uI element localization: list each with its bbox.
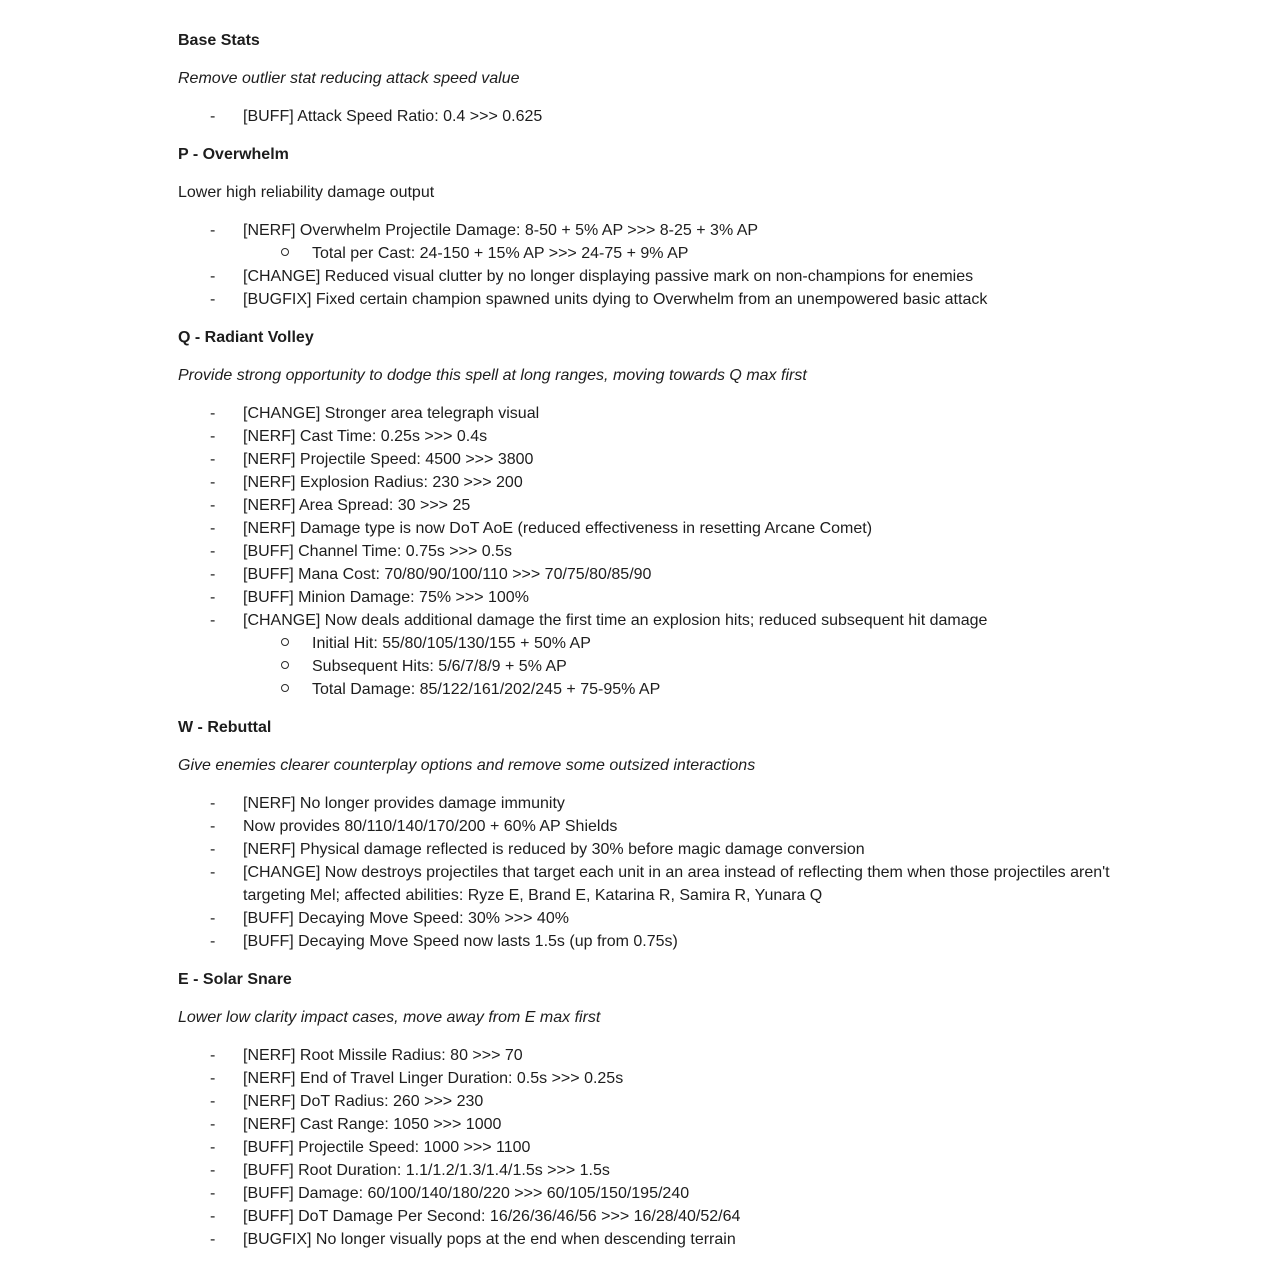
section-subtitle: Lower low clarity impact cases, move away from E max first [178, 1009, 601, 1026]
dash-bullet-icon: - [210, 428, 216, 445]
list-item-text: [NERF] Overwhelm Projectile Damage: 8-50 + 5% AP >>> 8-25 + 3% AP [243, 222, 759, 239]
section-p-overwhelm [178, 143, 1118, 311]
hollow-circle-glyph [281, 684, 289, 692]
list-item [178, 219, 1118, 242]
list-item [178, 1044, 1118, 1067]
dash-bullet-icon: - [210, 818, 216, 835]
section-base-stats [178, 29, 1118, 128]
list-item [178, 265, 1118, 288]
list-item-text: Total per Cast: 24-150 + 15% AP >>> 24-75 + 9% AP [312, 245, 689, 262]
list-item [178, 1205, 1118, 1228]
section-subtitle: Lower high reliability damage output [178, 184, 435, 201]
list-item-text: [NERF] Explosion Radius: 230 >>> 200 [243, 474, 523, 491]
list-item [178, 105, 1118, 128]
dash-bullet-icon: - [210, 1070, 216, 1087]
list-item [178, 792, 1118, 815]
circle-bullet-icon [281, 242, 312, 265]
list-item-text: Now provides 80/110/140/170/200 + 60% AP Shields [243, 818, 618, 835]
dash-bullet-icon: - [210, 268, 216, 285]
dash-bullet-icon: - [210, 497, 216, 514]
change-list [178, 792, 1118, 953]
section-heading: Base Stats [178, 32, 260, 49]
circle-bullet-icon [281, 678, 312, 701]
list-item [178, 425, 1118, 448]
list-item-text: [CHANGE] Stronger area telegraph visual [243, 405, 540, 422]
list-item [178, 838, 1118, 861]
list-item [178, 930, 1118, 953]
list-item-text: [NERF] Root Missile Radius: 80 >>> 70 [243, 1047, 523, 1064]
section-q-radiant-volley [178, 326, 1118, 701]
dash-bullet-icon: - [210, 1116, 216, 1133]
dash-bullet-icon: - [210, 933, 216, 950]
list-item [178, 540, 1118, 563]
list-item-text: [NERF] Damage type is now DoT AoE (reduced effectiveness in resetting Arcane Comet) [243, 520, 873, 537]
list-item [178, 288, 1118, 311]
dash-bullet-icon: - [210, 589, 216, 606]
list-item [178, 471, 1118, 494]
list-item-text: [NERF] Cast Time: 0.25s >>> 0.4s [243, 428, 488, 445]
list-item [178, 1090, 1118, 1113]
section-subtitle: Provide strong opportunity to dodge this spell at long ranges, moving towards Q max first [178, 367, 807, 384]
list-item [178, 861, 1118, 907]
list-item-text: [NERF] Physical damage reflected is reduced by 30% before magic damage conversion [243, 841, 865, 858]
list-item-text: [BUFF] Attack Speed Ratio: 0.4 >>> 0.625 [243, 108, 543, 125]
list-item [178, 448, 1118, 471]
dash-bullet-icon: - [210, 864, 216, 881]
change-list [178, 1044, 1118, 1251]
dash-bullet-icon: - [210, 474, 216, 491]
list-item-text: [CHANGE] Now deals additional damage the first time an explosion hits; reduced subsequent hit damage [243, 612, 988, 629]
dash-bullet-icon: - [210, 1231, 216, 1248]
change-list [178, 402, 1118, 701]
list-item-text: [CHANGE] Now destroys projectiles that target each unit in an area instead of reflecting them when those projectiles aren't targeting Mel; affected abilities: Ryze E, Brand E, Katarina R, Samira R, Yunara Q [243, 864, 1110, 904]
list-item-text: [BUGFIX] No longer visually pops at the end when descending terrain [243, 1231, 736, 1248]
section-e-solar-snare [178, 968, 1118, 1251]
list-item-text: Total Damage: 85/122/161/202/245 + 75-95% AP [312, 681, 661, 698]
list-item-text: [BUFF] Decaying Move Speed now lasts 1.5s (up from 0.75s) [243, 933, 678, 950]
list-item [178, 655, 1118, 678]
dash-bullet-icon: - [210, 291, 216, 308]
list-item-text: [NERF] DoT Radius: 260 >>> 230 [243, 1093, 484, 1110]
dash-bullet-icon: - [210, 1208, 216, 1225]
section-heading: E - Solar Snare [178, 971, 292, 988]
list-item-text: [BUFF] Damage: 60/100/140/180/220 >>> 60/105/150/195/240 [243, 1185, 690, 1202]
list-item [178, 586, 1118, 609]
dash-bullet-icon: - [210, 795, 216, 812]
section-w-rebuttal [178, 716, 1118, 953]
list-item-text: [BUFF] Root Duration: 1.1/1.2/1.3/1.4/1.5s >>> 1.5s [243, 1162, 610, 1179]
list-item-text: Subsequent Hits: 5/6/7/8/9 + 5% AP [312, 658, 567, 675]
dash-bullet-icon: - [210, 1185, 216, 1202]
list-item [178, 1113, 1118, 1136]
section-subtitle: Remove outlier stat reducing attack speed value [178, 70, 520, 87]
change-list [178, 219, 1118, 311]
list-item [178, 1182, 1118, 1205]
list-item [178, 609, 1118, 632]
list-item-text: [NERF] Area Spread: 30 >>> 25 [243, 497, 471, 514]
list-item-text: [BUFF] Projectile Speed: 1000 >>> 1100 [243, 1139, 531, 1156]
list-item [178, 632, 1118, 655]
dash-bullet-icon: - [210, 566, 216, 583]
list-item [178, 678, 1118, 701]
list-item-text: [NERF] Projectile Speed: 4500 >>> 3800 [243, 451, 534, 468]
list-item-text: [BUFF] Channel Time: 0.75s >>> 0.5s [243, 543, 513, 560]
list-item-text: [NERF] End of Travel Linger Duration: 0.5s >>> 0.25s [243, 1070, 624, 1087]
list-item-text: [BUFF] DoT Damage Per Second: 16/26/36/46/56 >>> 16/28/40/52/64 [243, 1208, 741, 1225]
dash-bullet-icon: - [210, 1047, 216, 1064]
section-heading: Q - Radiant Volley [178, 329, 314, 346]
list-item-text: [NERF] Cast Range: 1050 >>> 1000 [243, 1116, 502, 1133]
dash-bullet-icon: - [210, 612, 216, 629]
dash-bullet-icon: - [210, 520, 216, 537]
list-item-text: Initial Hit: 55/80/105/130/155 + 50% AP [312, 635, 591, 652]
list-item [178, 242, 1118, 265]
dash-bullet-icon: - [210, 1093, 216, 1110]
dash-bullet-icon: - [210, 108, 216, 125]
dash-bullet-icon: - [210, 841, 216, 858]
hollow-circle-glyph [281, 638, 289, 646]
list-item [178, 1228, 1118, 1251]
list-item [178, 494, 1118, 517]
dash-bullet-icon: - [210, 222, 216, 239]
list-item-text: [BUFF] Mana Cost: 70/80/90/100/110 >>> 70/75/80/85/90 [243, 566, 652, 583]
list-item-text: [BUFF] Minion Damage: 75% >>> 100% [243, 589, 529, 606]
list-item [178, 517, 1118, 540]
list-item [178, 1136, 1118, 1159]
hollow-circle-glyph [281, 248, 289, 256]
list-item [178, 815, 1118, 838]
dash-bullet-icon: - [210, 1162, 216, 1179]
list-item-text: [CHANGE] Reduced visual clutter by no longer displaying passive mark on non-champions for enemies [243, 268, 974, 285]
dash-bullet-icon: - [210, 910, 216, 927]
change-list [178, 105, 1118, 128]
section-heading: P - Overwhelm [178, 146, 289, 163]
section-heading: W - Rebuttal [178, 719, 272, 736]
list-item [178, 402, 1118, 425]
list-item [178, 1067, 1118, 1090]
list-item [178, 907, 1118, 930]
list-item [178, 563, 1118, 586]
dash-bullet-icon: - [210, 1139, 216, 1156]
list-item [178, 1159, 1118, 1182]
dash-bullet-icon: - [210, 543, 216, 560]
hollow-circle-glyph [281, 661, 289, 669]
list-item-text: [BUGFIX] Fixed certain champion spawned units dying to Overwhelm from an unempowered basic attack [243, 291, 988, 308]
dash-bullet-icon: - [210, 405, 216, 422]
section-subtitle: Give enemies clearer counterplay options and remove some outsized interactions [178, 757, 756, 774]
dash-bullet-icon: - [210, 451, 216, 468]
list-item-text: [NERF] No longer provides damage immunity [243, 795, 565, 812]
circle-bullet-icon [281, 655, 312, 678]
list-item-text: [BUFF] Decaying Move Speed: 30% >>> 40% [243, 910, 569, 927]
circle-bullet-icon [281, 632, 312, 655]
